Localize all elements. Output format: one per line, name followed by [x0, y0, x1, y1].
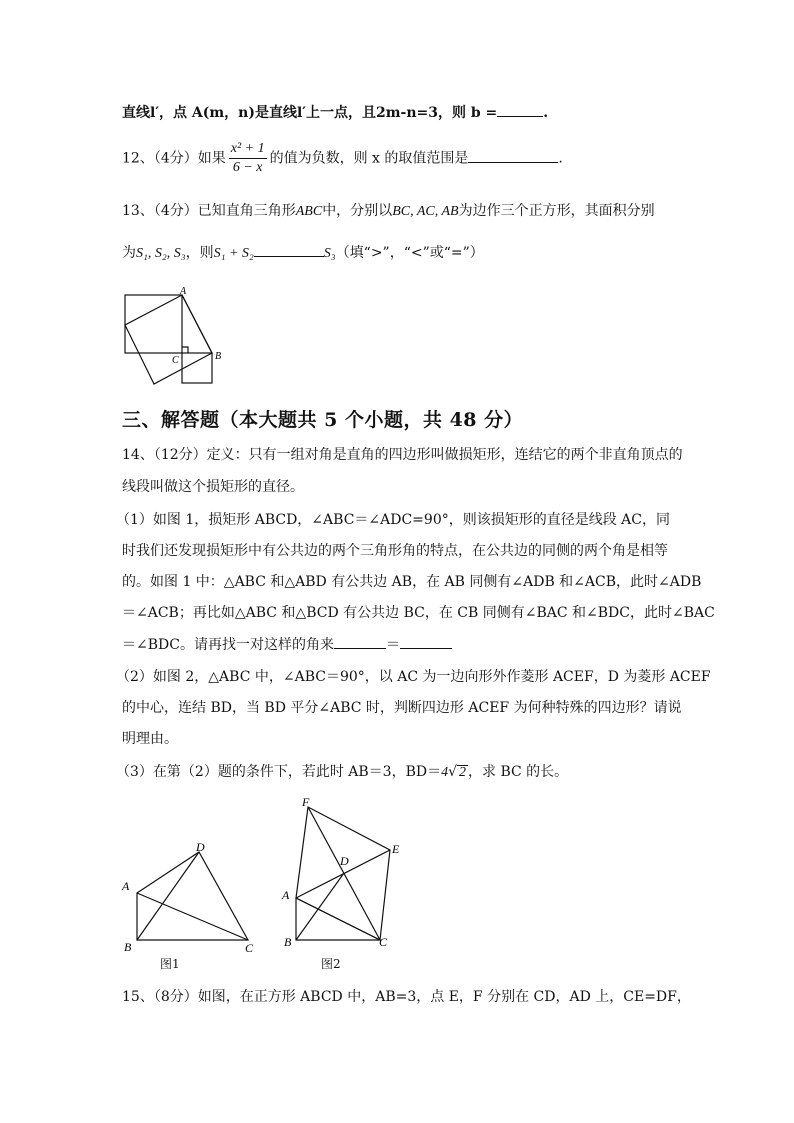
- q14-p3-text-a: （3）在第（2）题的条件下，若此时 AB＝3，BD＝: [116, 764, 442, 780]
- q12-answer-blank[interactable]: [468, 148, 558, 163]
- fig1-caption: 图1: [160, 957, 180, 971]
- fig1-label-a: A: [122, 879, 130, 893]
- q12-prefix: 12、（4分）如果: [122, 150, 226, 167]
- right-angle-mark: [182, 347, 188, 353]
- fig2-label-b: B: [284, 935, 292, 949]
- q12-end: .: [558, 150, 563, 167]
- q14-p3: （3）在第（2）题的条件下，若此时 AB＝3，BD＝4√ 2 ，求 BC 的长。: [116, 764, 569, 780]
- fig2-diagonal-ac: [296, 898, 380, 940]
- q13-figure: [118, 285, 238, 395]
- q13-line1: [122, 201, 655, 222]
- q13-triangle: ABC: [295, 204, 323, 219]
- q14-eq: ＝: [385, 637, 400, 653]
- q14-p1-line5: [122, 634, 452, 655]
- q14-intro-2: 线段叫做这个损矩形的直径。: [122, 479, 304, 495]
- fig2-label-e: E: [392, 842, 400, 856]
- fig2-label-f: F: [302, 795, 310, 809]
- q13-text-d: 为: [122, 245, 136, 261]
- q14-figure-2: [278, 795, 418, 955]
- fig1-label-c: C: [245, 941, 254, 955]
- q11-end: .: [543, 105, 549, 121]
- q13-text-f: （填“>”，“<”或“=”）: [335, 245, 484, 261]
- q13-expr: S₁ + S₂: [213, 246, 254, 261]
- q14-p1-line5-text: ＝∠BDC。请再找一对这样的角来: [122, 637, 334, 653]
- q14-p2-line3: 明理由。: [122, 731, 178, 747]
- q14-p2-line2: 的中心，连结 BD，当 BD 平分∠ABC 时，判断四边形 ACEF 为何种特殊的四边形？请说: [122, 700, 682, 716]
- q13-text-b: 中，分别以: [322, 203, 393, 219]
- q11-text: 直线l′，点 A(m，n)是直线l′上一点，且2m-n=3，则 b =: [122, 105, 498, 121]
- q13-text-c: 为边作三个正方形，其面积分别: [458, 203, 655, 219]
- q14-p1-line4: ＝∠ACB；再比如△ABC 和△BCD 有公共边 BC，在 CB 同侧有∠BAC 和∠BDC，此时∠BAC: [122, 605, 715, 621]
- q14-p1-line1: （1）如图 1，损矩形 ABCD，∠ABC＝∠ADC=90°，则该损矩形的直径是线段 AC，同: [116, 512, 671, 528]
- q12: [122, 140, 563, 177]
- q12-denominator: 6 − x: [232, 160, 263, 175]
- square-on-ab: [125, 295, 212, 384]
- fig1-label-b: B: [124, 940, 132, 954]
- q14-angle-blank-2[interactable]: [400, 634, 452, 649]
- square-on-bc: [182, 353, 212, 383]
- q13-label-b: B: [215, 351, 222, 362]
- q14-intro-1: 14、（12分）定义：只有一组对角是直角的四边形叫做损矩形，连结它的两个非直角顶点的: [122, 447, 683, 463]
- fig2-label-c: C: [379, 935, 388, 949]
- fig1-quadrilateral: [137, 852, 248, 940]
- q14-p2-line1: （2）如图 2，△ABC 中，∠ABC＝90°，以 AC 为一边向形外作菱形 ACEF，D 为菱形 ACEF: [116, 669, 711, 685]
- q13-rhs: S₃: [323, 246, 336, 261]
- q14-p3-text-b: ，求 BC 的长。: [468, 764, 569, 780]
- q12-middle: 的值为负数，则 x 的取值范围是: [269, 150, 469, 167]
- q13-label-c: C: [172, 355, 179, 366]
- q14-p1-line2: 时我们还发现损矩形中有公共边的两个三角形角的特点，在公共边的同侧的两个角是相等: [122, 543, 668, 559]
- q13-answer-blank[interactable]: [254, 242, 324, 257]
- q14-angle-blank-1[interactable]: [334, 634, 386, 649]
- q14-p1-line3: 的。如图 1 中：△ABC 和△ABD 有公共边 AB，在 AB 同侧有∠ADB 和∠ACB，此时∠ADB: [122, 574, 702, 590]
- q14-p3-radicand: 2: [459, 765, 467, 780]
- fig2-label-a: A: [282, 888, 290, 902]
- q13-label-a: A: [180, 286, 187, 297]
- q12-numerator: x² + 1: [229, 140, 267, 159]
- q11-answer-blank[interactable]: [497, 102, 543, 117]
- q15-text: 15、（8分）如图，在正方形 ABCD 中，AB=3，点 E，F 分别在 CD，AD 上，CE=DF，: [122, 989, 691, 1005]
- q14-figure-1: [118, 835, 268, 955]
- square-on-ac: [125, 295, 182, 353]
- q13-text-e: ，则: [185, 245, 214, 261]
- q14-p3-coef: 4: [441, 765, 449, 780]
- q13-text-a: 13、（4分）已知直角三角形: [122, 203, 296, 219]
- q13-areas: S₁, S₂, S₃: [136, 246, 186, 261]
- section-heading: 三、解答题（本大题共 5 个小题，共 48 分）: [122, 409, 524, 431]
- fig2-label-d: D: [340, 854, 349, 868]
- right-triangle-hyp: [182, 295, 212, 353]
- q13-sides: BC, AC, AB: [392, 204, 459, 219]
- q11-tail: [122, 102, 548, 123]
- fig1-diagonal-bd: [137, 852, 199, 940]
- fig2-caption: 图2: [321, 957, 341, 971]
- q13-line2: [122, 242, 484, 264]
- q12-fraction: [229, 140, 267, 177]
- fig2-segment-bd: [296, 873, 344, 940]
- fig1-label-d: D: [196, 840, 205, 854]
